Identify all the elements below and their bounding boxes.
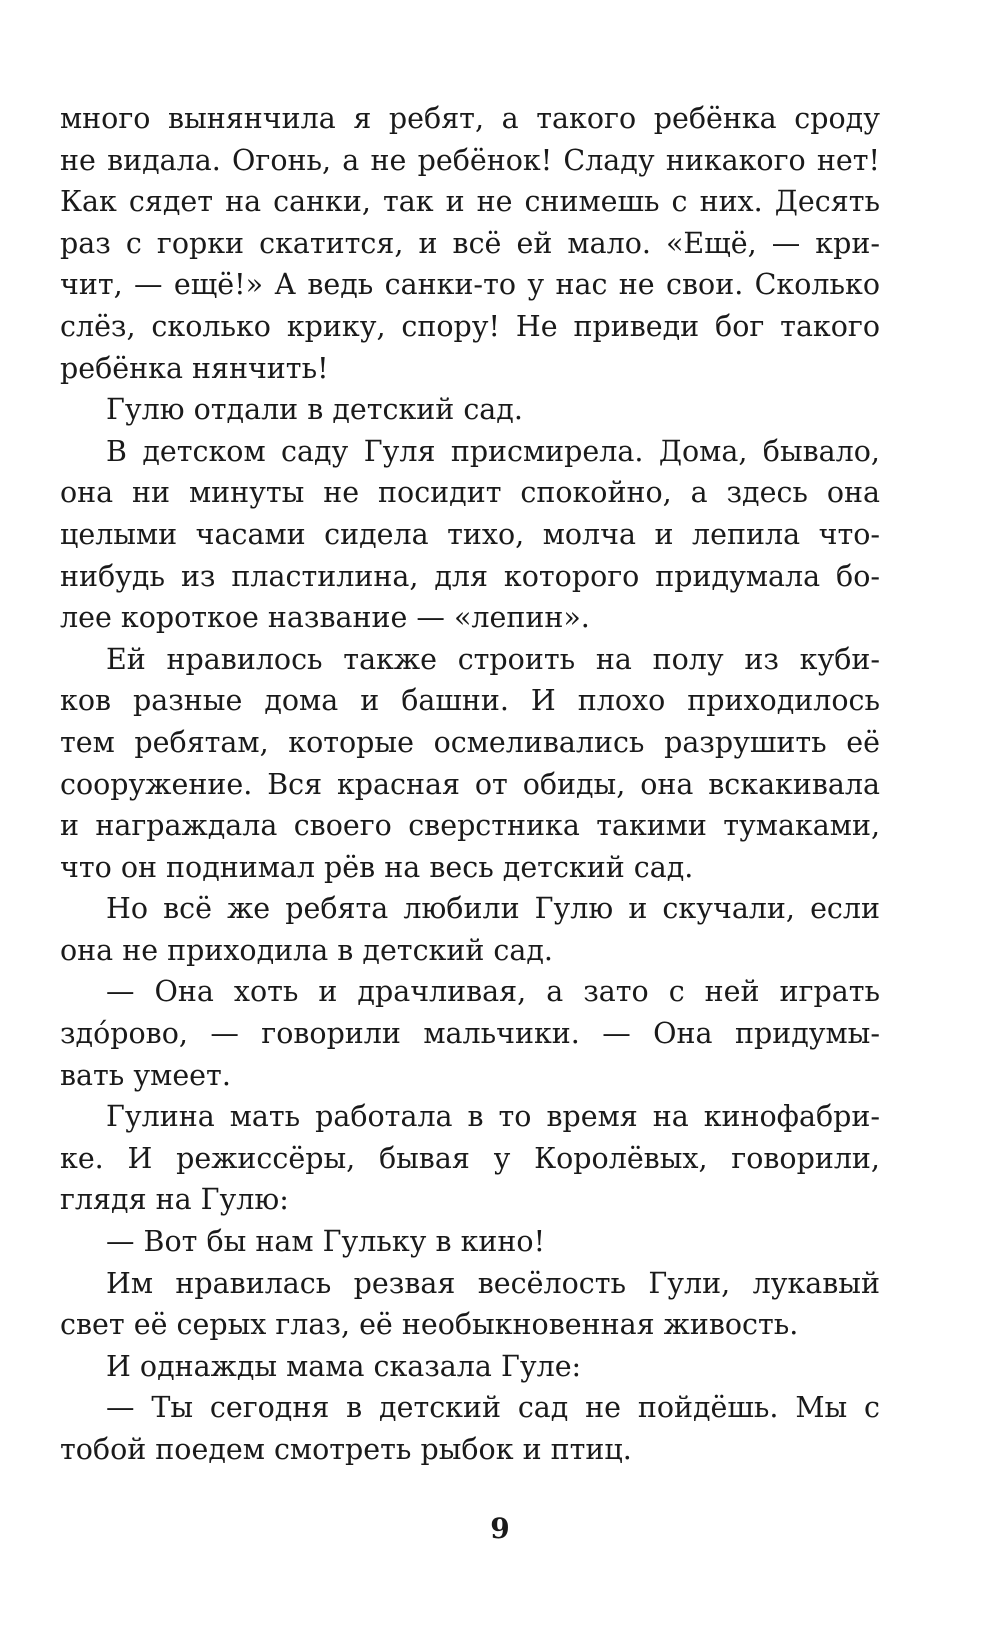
text-line: много вынянчила я ребят, а такого ребёнка сроду bbox=[60, 102, 880, 135]
page-number: 9 bbox=[490, 1512, 510, 1545]
text-line: сооружение. Вся красная от обиды, она вскакивала bbox=[60, 767, 880, 801]
text-line: Ей нравилось также строить на полу из куби- bbox=[106, 642, 880, 676]
text-line: Гулина мать работала в то время на кинофабри- bbox=[106, 1100, 880, 1134]
text-line: глядя на Гулю: bbox=[60, 1183, 289, 1217]
text-line: нибудь из пластилина, для которого придумала бо- bbox=[60, 559, 880, 593]
text-line: Гулю отдали в детский сад. bbox=[106, 393, 523, 427]
text-line: ребёнка нянчить! bbox=[60, 351, 329, 385]
text-line: свет её серых глаз, её необыкновенная живость. bbox=[60, 1308, 799, 1342]
text-line: раз с горки скатится, и всё ей мало. «Ещё, — кри- bbox=[60, 226, 880, 260]
text-line: — Вот бы нам Гульку в кино! bbox=[106, 1225, 546, 1259]
text-line: слёз, сколько крику, спору! Не приведи бог такого bbox=[60, 309, 880, 343]
text-line: чит, — ещё!» А ведь санки-то у нас не свои. Сколько bbox=[60, 268, 880, 302]
text-line: она не приходила в детский сад. bbox=[60, 933, 553, 967]
text-line: здо́рово, — говорили мальчики. — Она придумы- bbox=[60, 1017, 880, 1051]
text-line: вать умеет. bbox=[60, 1058, 231, 1092]
text-line: не видала. Огонь, а не ребёнок! Сладу никакого нет! bbox=[60, 143, 880, 177]
text-line: что он поднимал рёв на весь детский сад. bbox=[60, 850, 694, 884]
text-line: целыми часами сидела тихо, молча и лепила что- bbox=[60, 517, 880, 551]
text-line: Как сядет на санки, так и не снимешь с них. Десять bbox=[60, 185, 880, 219]
text-line: лее короткое название — «лепин». bbox=[60, 601, 590, 635]
text-line: — Ты сегодня в детский сад не пойдёшь. Мы с bbox=[106, 1391, 880, 1425]
text-line: ке. И режиссёры, бывая у Королёвых, говорили, bbox=[60, 1141, 880, 1175]
text-line: тем ребятам, которые осмеливались разрушить её bbox=[60, 725, 880, 759]
text-line: тобой поедем смотреть рыбок и птиц. bbox=[60, 1433, 632, 1466]
text-line: — Она хоть и драчливая, а зато с ней играть bbox=[106, 975, 880, 1009]
text-line: она ни минуты не посидит спокойно, а здесь она bbox=[60, 476, 880, 510]
text-line: В детском саду Гуля присмирела. Дома, бывало, bbox=[106, 434, 880, 468]
text-line: и награждала своего сверстника такими тумаками, bbox=[60, 809, 880, 843]
text-line: ков разные дома и башни. И плохо приходилось bbox=[60, 684, 880, 718]
text-line: Но всё же ребята любили Гулю и скучали, если bbox=[106, 892, 880, 926]
page-text bbox=[60, 98, 880, 1471]
text-line: Им нравилась резвая весёлость Гули, лукавый bbox=[106, 1266, 880, 1300]
text-line: И однажды мама сказала Гуле: bbox=[106, 1349, 582, 1383]
